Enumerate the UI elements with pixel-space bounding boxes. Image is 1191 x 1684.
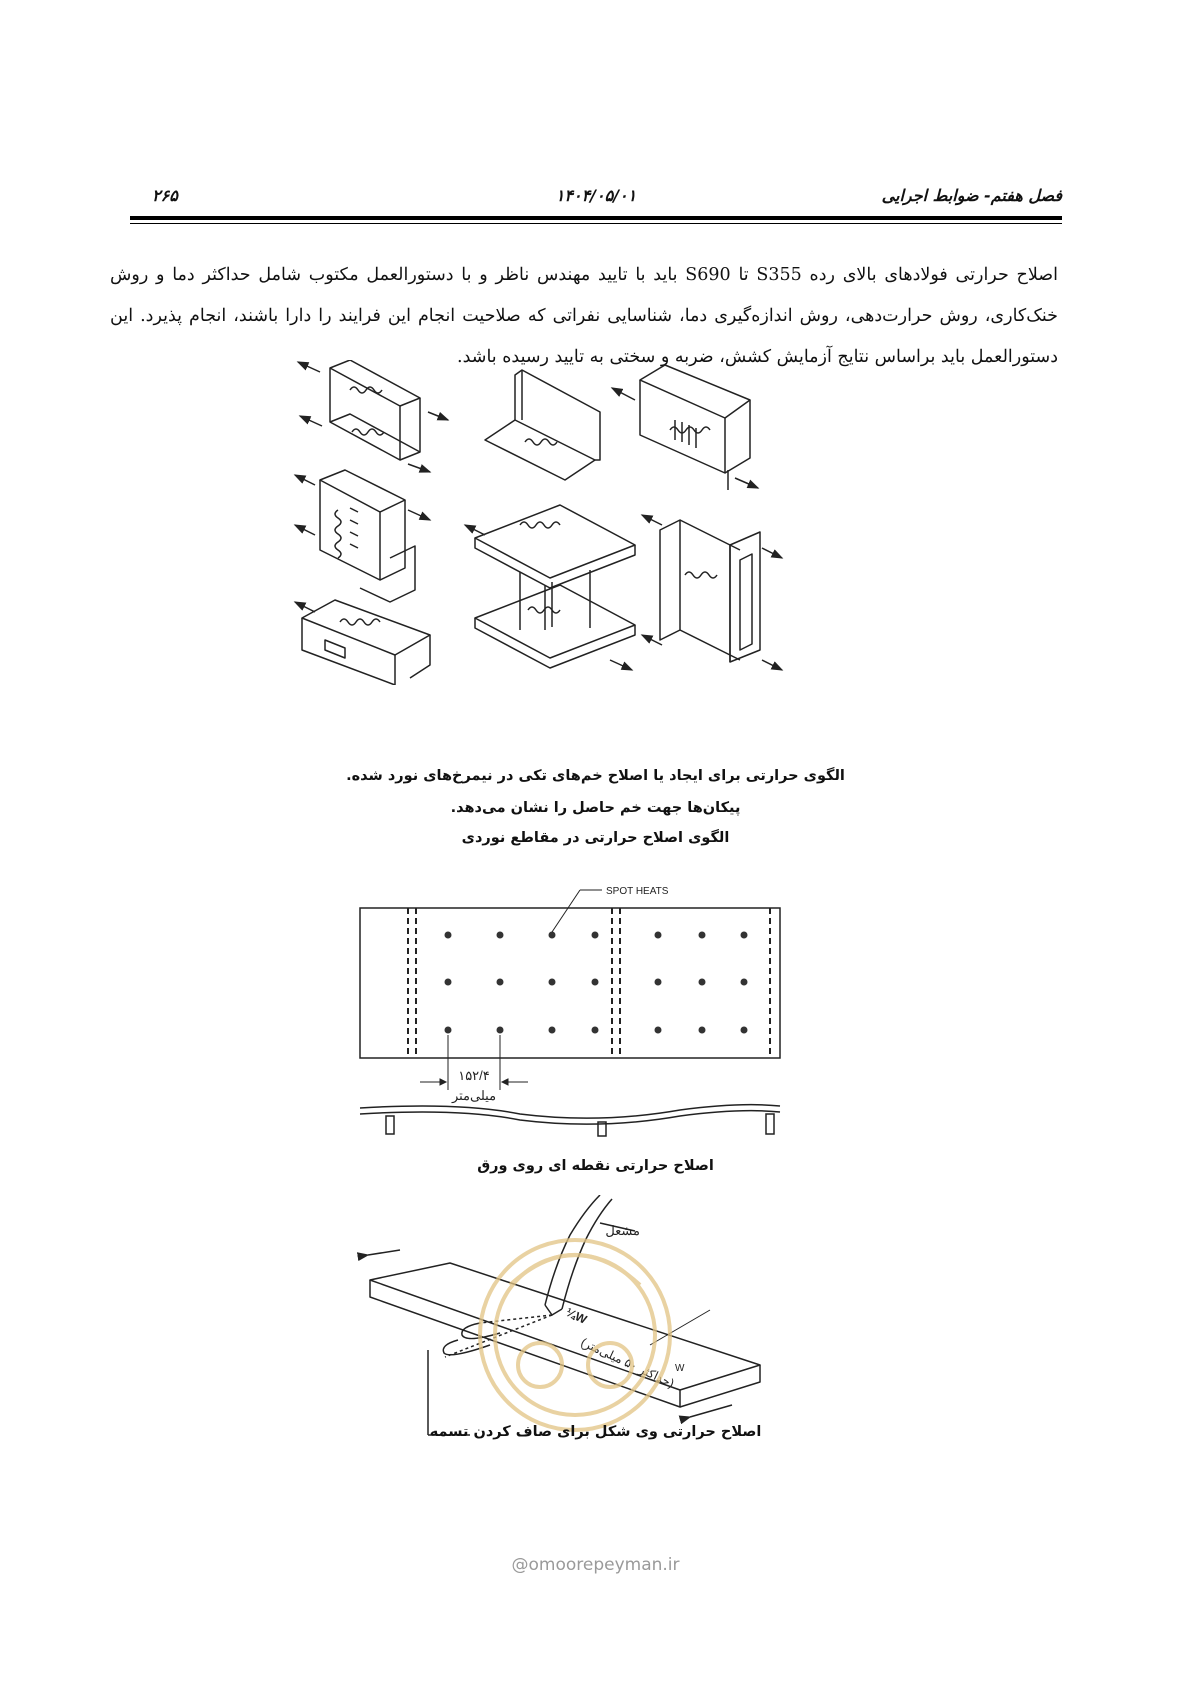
dimension-value: ۱۵۲/۴ [458,1068,490,1083]
spot-heats-label: SPOT HEATS [606,886,669,897]
watermark-seal [450,1225,700,1445]
torch-label: مشعل [605,1223,640,1238]
channel-section-3 [295,470,430,602]
plate-outline [360,908,780,1058]
h-column-section [642,515,782,670]
rolled-sections-figure [290,360,800,685]
header-rule-thin [130,223,1062,224]
stiffener-lines [408,908,770,1058]
channel-section-4 [295,600,430,685]
plate-side-profile [360,1105,780,1136]
chapter-title: فصل هفتم- ضوابط اجرایی [881,186,1062,205]
dimension-unit: میلی‌متر [451,1088,497,1103]
figure1-caption-line3: الگوی اصلاح حرارتی در مقاطع نوردی [461,830,730,846]
quarter-w-label: ¼W [563,1305,589,1327]
width-label: W [675,1363,685,1374]
angle-section [485,370,600,480]
spot-heats-leader [552,890,580,932]
figure1-caption-line1: الگوی حرارتی برای ایجاد یا اصلاح خم‌های تکی در نیمرخ‌های نورد شده. [346,768,845,784]
channel-section-1 [298,360,448,472]
channel-section-2 [612,365,758,490]
figure2-caption: اصلاح حرارتی نقطه ای روی ورق [477,1158,714,1174]
spot-heats-figure [340,870,820,1140]
body-paragraph: اصلاح حرارتی فولادهای بالای رده S355 تا S690 باید با تایید مهندس ناظر و با دستورالعمل مکتوب شامل حداکثر دما و روش خنک‌کاری، روش حرارت‌دهی، روش اندازه‌گیری دما، شناسایی نفراتی که صلاحیت انجام این فرایند را دارا باشند، انجام پذیرد. این دستورالعمل باید براساس نتایج آزمایش کشش، ضربه و سختی به تایید رسیده باشد. [110,265,1058,367]
page-header [130,186,1062,216]
header-date: ۱۴۰۴/۰۵/۰۱ [555,186,637,205]
watermark-text: @omoorepeyman.ir [511,1555,680,1575]
figure1-caption-line2: پیکان‌ها جهت خم حاصل را نشان می‌دهد. [450,800,741,816]
i-beam-section [465,505,635,670]
max-width-label: (حداکثر ۵۰ میلی‌متر) [578,1335,677,1391]
header-rule-thick [130,216,1062,220]
figure3-caption: اصلاح حرارتی وی شکل برای صاف کردن تسمه [429,1424,762,1440]
page-number: ۲۶۵ [152,186,178,205]
spot-heat-dots [445,932,748,1034]
